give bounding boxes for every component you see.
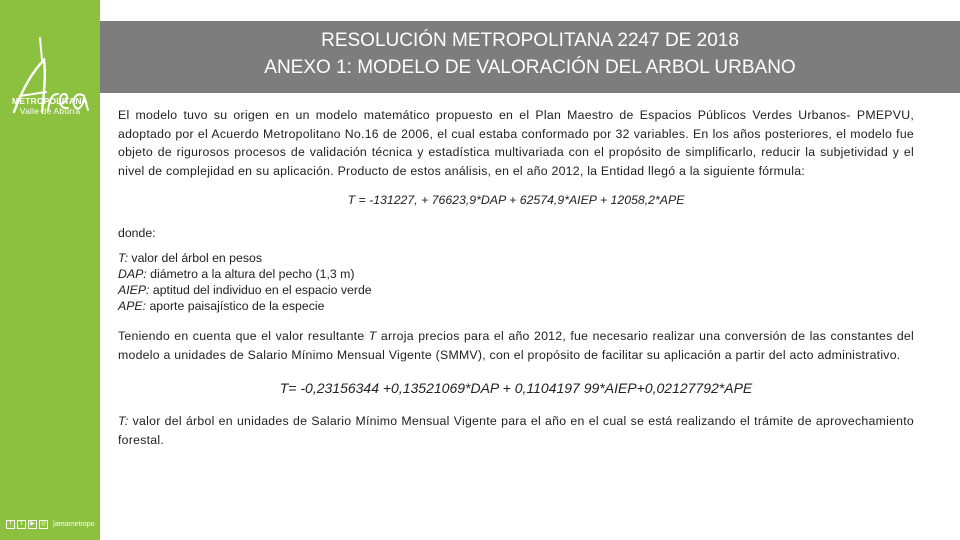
twitter-icon[interactable]: t <box>17 520 26 529</box>
final-term: T: <box>118 414 129 428</box>
definition-text: valor del árbol en pesos <box>128 251 262 265</box>
youtube-icon[interactable]: ▶ <box>28 520 37 529</box>
social-handle: |areametropo <box>53 520 95 528</box>
definition-term: DAP: <box>118 267 147 281</box>
instagram-icon[interactable]: ◎ <box>40 520 47 527</box>
document-body <box>118 106 914 449</box>
definition-term: T: <box>118 251 129 265</box>
donde-label: donde: <box>118 226 156 240</box>
final-text: valor del árbol en unidades de Salario Mínimo Mensual Vigente para el año en el cual se está realizando el trámite de aprovechamiento forestal. <box>118 414 914 447</box>
facebook-icon[interactable]: f <box>6 520 15 529</box>
conversion-text-end: arroja precios para el año 2012, fue necesario realizar una conversión de las constantes del modelo a unidades de Salario Mínimo Mensual Vigente (SMMV), con el propósito de facilitar su aplicación a partir del acto administrativo. <box>118 329 914 362</box>
formula-pesos: T = -131227, + 76623,9*DAP + 62574,9*AIEP + 12058,2*APE <box>347 193 685 207</box>
sidebar <box>0 0 100 540</box>
definition-text: aptitud del individuo en el espacio verde <box>149 283 372 297</box>
definition-item <box>118 266 914 282</box>
conversion-variable: T <box>368 329 377 343</box>
definition-item <box>118 250 914 266</box>
definition-text: diámetro a la altura del pecho (1,3 m) <box>146 267 355 281</box>
definition-text: aporte paisajístico de la especie <box>146 299 325 313</box>
intro-paragraph: El modelo tuvo su origen en un modelo matemático propuesto en el Plan Maestro de Espacios Públicos Verdes Urbanos- PMEPVU, adoptado por el Acuerdo Metropolitano No.16 de 2006, el cual estaba conformado por 32 variables. En los años posteriores, el modelo fue objeto de rigurosos procesos de validación técnica y estadística multivariada con el propósito de simplificarlo, reducir la subjetividad y el nivel de complejidad en su aplicación. Producto de estos análisis, en el año 2012, la Entidad llegó a la siguiente fórmula: <box>118 108 914 178</box>
conversion-paragraph <box>118 327 914 364</box>
title-line-2: ANEXO 1: MODELO DE VALORACIÓN DEL ARBOL URBANO <box>264 57 796 78</box>
conversion-text-start: Teniendo en cuenta que el valor resultante <box>118 329 369 343</box>
final-definition <box>118 412 914 449</box>
logo-valle-text: Valle de Aburrá <box>19 106 81 116</box>
social-links <box>6 519 95 529</box>
definition-item <box>118 282 914 298</box>
logo-metropolitana-text: METROPOLITANA <box>11 96 89 106</box>
definition-term: AIEP: <box>118 283 150 297</box>
page-title <box>100 27 960 89</box>
title-line-1: RESOLUCIÓN METROPOLITANA 2247 DE 2018 <box>321 30 739 51</box>
variable-definitions <box>118 250 914 314</box>
formula-smmv: T= -0,23156344 +0,13521069*DAP + 0,1104197 99*AIEP+0,02127792*APE <box>279 380 753 396</box>
definition-item <box>118 298 914 314</box>
definition-term: APE: <box>118 299 147 313</box>
